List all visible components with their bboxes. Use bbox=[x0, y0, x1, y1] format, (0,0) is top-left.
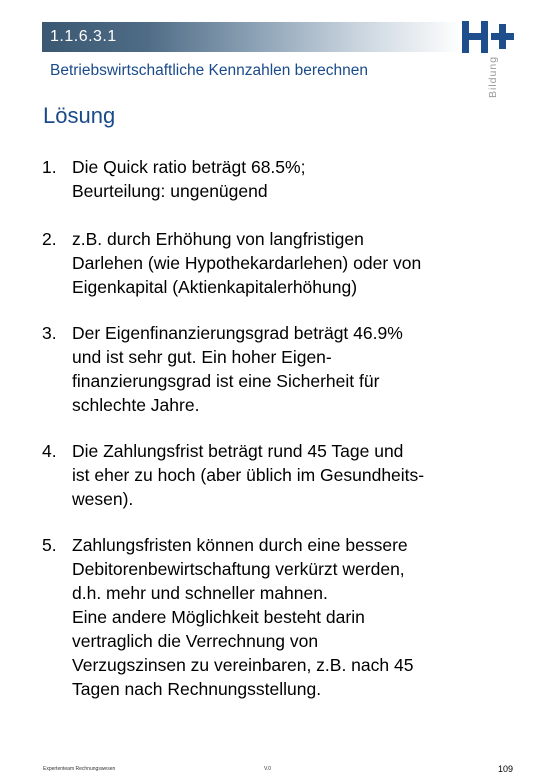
answer-number: 5. bbox=[42, 535, 57, 555]
answer-number: 3. bbox=[42, 323, 57, 343]
answer-number: 4. bbox=[42, 441, 57, 461]
solution-title: Lösung bbox=[43, 103, 116, 128]
answer-item bbox=[42, 155, 512, 203]
footer-version: V.0 bbox=[264, 766, 272, 772]
footer-author: Expertenteam Rechnungswesen bbox=[43, 766, 116, 772]
answer-list bbox=[42, 155, 512, 701]
answer-item bbox=[42, 321, 512, 417]
page-number: 109 bbox=[498, 764, 514, 774]
answer-item bbox=[42, 227, 512, 299]
answer-text: Die Zahlungsfrist beträgt rund 45 Tage und ist eher zu hoch (aber üblich im Gesundheits- wesen). bbox=[72, 441, 425, 509]
h-plus-logo bbox=[461, 19, 515, 55]
answer-text: Zahlungsfristen können durch eine bessere Debitorenbewirtschaftung verkürzt werden, d.h. mehr und schneller mahnen. Eine andere Möglichkeit besteht darin vertraglich die Verrechnung von Verzugszinsen zu vereinbaren, z.B. nach 45 Tagen nach Rechnungsstellung. bbox=[72, 535, 414, 699]
answer-text: Die Quick ratio beträgt 68.5%; Beurteilung: ungenügend bbox=[72, 157, 306, 201]
bildung-label: Bildung bbox=[487, 55, 499, 98]
page-subtitle: Betriebswirtschaftliche Kennzahlen berechnen bbox=[50, 62, 368, 79]
answer-text: Der Eigenfinanzierungsgrad beträgt 46.9% und ist sehr gut. Ein hoher Eigen- finanzierungsgrad ist eine Sicherheit für schlechte Jahre. bbox=[72, 323, 403, 415]
answer-item bbox=[42, 533, 512, 701]
answer-item bbox=[42, 439, 512, 511]
answer-number: 2. bbox=[42, 229, 57, 249]
answer-number: 1. bbox=[42, 157, 57, 177]
section-number: 1.1.6.3.1 bbox=[50, 28, 117, 45]
answer-text: z.B. durch Erhöhung von langfristigen Darlehen (wie Hypothekardarlehen) oder von Eigenkapital (Aktienkapitalerhöhung) bbox=[72, 229, 422, 297]
